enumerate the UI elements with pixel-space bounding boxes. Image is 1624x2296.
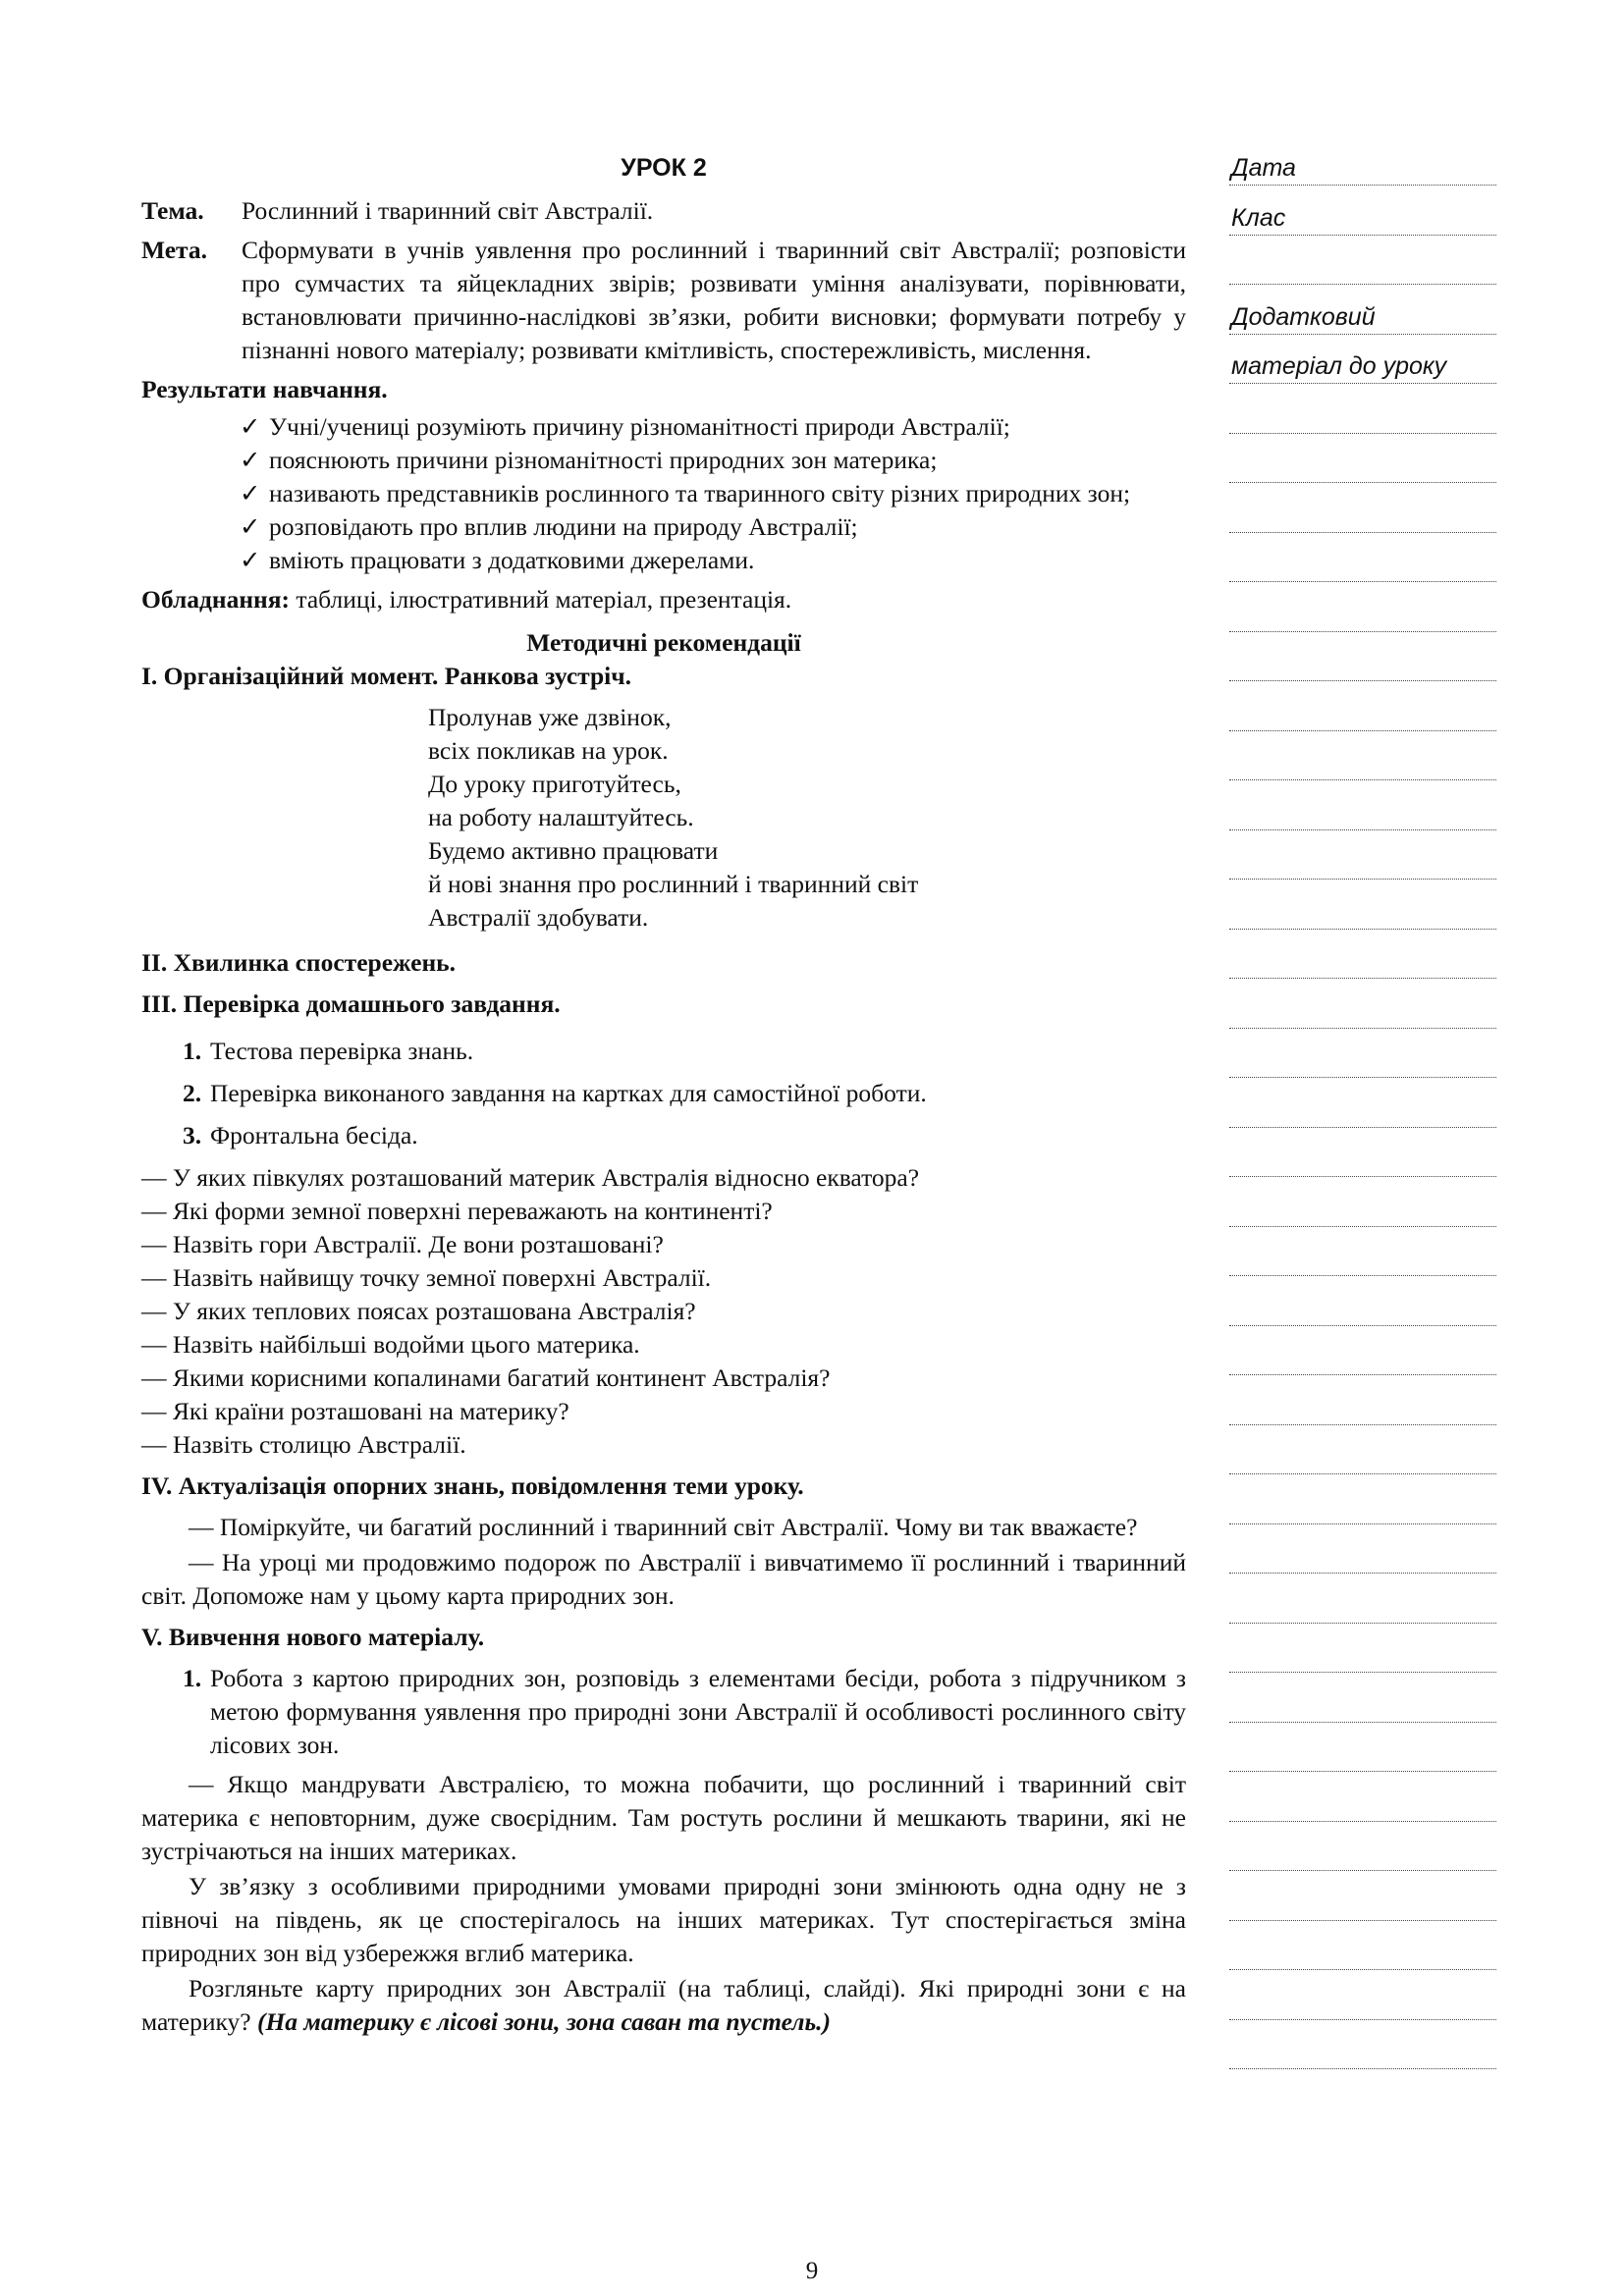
sidebar-class-label: Клас: [1231, 203, 1286, 232]
note-line: [1229, 1638, 1496, 1673]
note-line: [1229, 1986, 1496, 2020]
question: — Назвіть найбільші водойми цього материка.: [141, 1330, 640, 1359]
note-line: [1229, 796, 1496, 830]
study-item: 1. Робота з картою природних зон, розповідь з елементами бесіди, робота з підручником з метою формування уявлення про природні зони Австралії й особливості рослинного світу лісових зон.: [183, 1664, 1186, 1759]
question: — У яких теплових поясах розташована Австралія?: [141, 1297, 696, 1325]
question: — У яких півкулях розташований материк Австралія відносно екватора?: [141, 1163, 920, 1192]
page-number: 9: [805, 2258, 819, 2284]
note-line: [1229, 449, 1496, 483]
question: — Якими корисними копалинами багатий континент Австралія?: [141, 1363, 831, 1392]
poem-line: До уроку приготуйтесь,: [428, 770, 681, 798]
section-heading-1: І. Організаційний момент. Ранкова зустріч.: [141, 662, 631, 690]
note-line: [1229, 1043, 1496, 1078]
note-line: [1229, 201, 1496, 236]
results-heading: Результати навчання.: [141, 375, 388, 403]
note-line: [1229, 697, 1496, 731]
note-line: [1229, 1887, 1496, 1921]
homework-item: 3. Фронтальна бесіда.: [183, 1121, 418, 1149]
checkmark-icon: ✓: [240, 512, 261, 541]
sidebar-extra-label-2: матеріал до уроку: [1231, 352, 1447, 380]
question-list: [141, 1161, 1186, 1462]
poem-line: Австралії здобувати.: [428, 903, 649, 932]
note-line: [1229, 598, 1496, 632]
section-heading-4: ІV. Актуалізація опорних знань, повідомлення теми уроку.: [141, 1471, 804, 1500]
goal-label: Мета.: [141, 236, 208, 264]
note-line: [1229, 1341, 1496, 1375]
note-line: [1229, 250, 1496, 285]
note-line: [1229, 1589, 1496, 1624]
checkmark-icon: ✓: [240, 479, 261, 507]
lesson-title: УРОК 2: [621, 154, 707, 182]
note-line: [1229, 1292, 1496, 1326]
note-line: [1229, 548, 1496, 582]
poem-line: Пролунав уже дзвінок,: [428, 703, 672, 731]
answer-text: (На материку є лісові зони, зона саван та пустель.): [256, 2007, 831, 2036]
sidebar-extra-label: Додатковий: [1231, 302, 1376, 331]
section-heading-3: ІІІ. Перевірка домашнього завдання.: [141, 989, 561, 1018]
paragraph: У зв’язку з особливими природними умовами природні зони змінюють одна одну не з півночі на південь, як це спостерігалось на інших материках. Тут спостерігається зміна природних зон від узбережжя вглиб материка.: [141, 1872, 1186, 1967]
checkmark-icon: ✓: [240, 546, 261, 574]
note-line: [1229, 400, 1496, 434]
paragraph: Розгляньте карту природних зон Австралії (на таблиці, слайді). Які природні зони є на материку? (На материку є лісові зони, зона саван та пустель.): [141, 1974, 1186, 2036]
poem-line: й нові знання про рослинний і тваринний світ: [428, 870, 919, 898]
method-heading: Методичні рекомендації: [526, 628, 801, 657]
topic-label: Тема.: [141, 196, 204, 225]
note-line: [1229, 1688, 1496, 1723]
note-line: [1229, 1094, 1496, 1128]
topic-text: Рослинний і тваринний світ Австралії.: [242, 196, 654, 225]
note-line: [1229, 1193, 1496, 1227]
topic-field: [141, 194, 1186, 228]
homework-item: 2. Перевірка виконаного завдання на картках для самостійної роботи.: [183, 1079, 927, 1107]
note-line: [1229, 1391, 1496, 1425]
equipment-text: таблиці, ілюстративний матеріал, презентація.: [290, 585, 792, 614]
main-column: [141, 151, 1186, 2041]
list-item: ✓ розповідають про вплив людини на природу Австралії;: [240, 510, 1186, 544]
section-heading-2: ІІ. Хвилинка спостережень.: [141, 948, 457, 977]
note-line: [1229, 300, 1496, 335]
checkmark-icon: ✓: [240, 412, 261, 441]
question: — Які форми земної поверхні переважають на континенті?: [141, 1197, 773, 1225]
list-item: ✓ називають представників рослинного та тваринного світу різних природних зон;: [240, 477, 1186, 510]
poem-line: всіх покликав на урок.: [428, 736, 669, 765]
note-line: [1229, 2035, 1496, 2069]
paragraph: — Поміркуйте, чи багатий рослинний і тваринний світ Австралії. Чому ви так вважаєте?: [189, 1513, 1138, 1541]
checkmark-icon: ✓: [240, 446, 261, 474]
note-line: [1229, 1490, 1496, 1524]
homework-item: 1. Тестова перевірка знань.: [183, 1037, 474, 1065]
list-item: ✓ пояснюють причини різноманітності природних зон материка;: [240, 444, 1186, 477]
poem-line: на роботу налаштуйтесь.: [428, 803, 694, 831]
equipment-line: [141, 583, 1186, 616]
note-line: [1229, 1242, 1496, 1276]
note-line: [1229, 994, 1496, 1029]
results-list: [141, 410, 1186, 577]
note-line: [1229, 1143, 1496, 1177]
note-line: [1229, 1788, 1496, 1822]
note-line: [1229, 895, 1496, 930]
note-line: [1229, 1539, 1496, 1574]
note-line: [1229, 944, 1496, 979]
equipment-label: Обладнання:: [141, 585, 291, 614]
question: — Які країни розташовані на материку?: [141, 1397, 569, 1425]
question: — Назвіть гори Австралії. Де вони розташовані?: [141, 1230, 664, 1258]
note-line: [1229, 349, 1496, 384]
note-line: [1229, 1440, 1496, 1474]
poem: [141, 701, 1186, 934]
note-line: [1229, 1737, 1496, 1772]
note-line: [1229, 151, 1496, 186]
goal-field: [141, 234, 1186, 367]
paragraph: — На уроці ми продовжимо подорож по Австралії і вивчатимемо її рослинний і тваринний світ. Допоможе нам у цьому карта природних зон.: [141, 1548, 1186, 1610]
list-item: ✓ вміють працювати з додатковими джерелами.: [240, 544, 1186, 577]
note-line: [1229, 1936, 1496, 1970]
note-line: [1229, 746, 1496, 780]
sidebar-date-label: Дата: [1231, 154, 1296, 182]
question: — Назвіть столицю Австралії.: [141, 1430, 466, 1459]
question: — Назвіть найвищу точку земної поверхні Австралії.: [141, 1263, 712, 1292]
note-line: [1229, 647, 1496, 681]
goal-text: Сформувати в учнів уявлення про рослинний і тваринний світ Австралії; розповісти про сумчастих та яйцекладних звірів; розвивати уміння аналізувати, порівнювати, встановлювати причинно-наслідкові зв’язки, робити висновки; формувати потребу у пізнанні нового матеріалу; розвивати кмітливість, спостережливість, мислення.: [242, 236, 1186, 364]
note-line: [1229, 1837, 1496, 1871]
paragraph: — Якщо мандрувати Австралією, то можна побачити, що рослинний і тваринний світ материка є неповторним, дуже своєрідним. Там ростуть рослини й мешкають тварини, які не зустрічаються на інших материках.: [141, 1770, 1186, 1865]
note-line: [1229, 845, 1496, 880]
list-item: ✓ Учні/учениці розуміють причину різноманітності природи Австралії;: [240, 410, 1186, 444]
note-line: [1229, 499, 1496, 533]
section-heading-5: V. Вивчення нового матеріалу.: [141, 1623, 485, 1651]
poem-line: Будемо активно працювати: [428, 836, 719, 865]
